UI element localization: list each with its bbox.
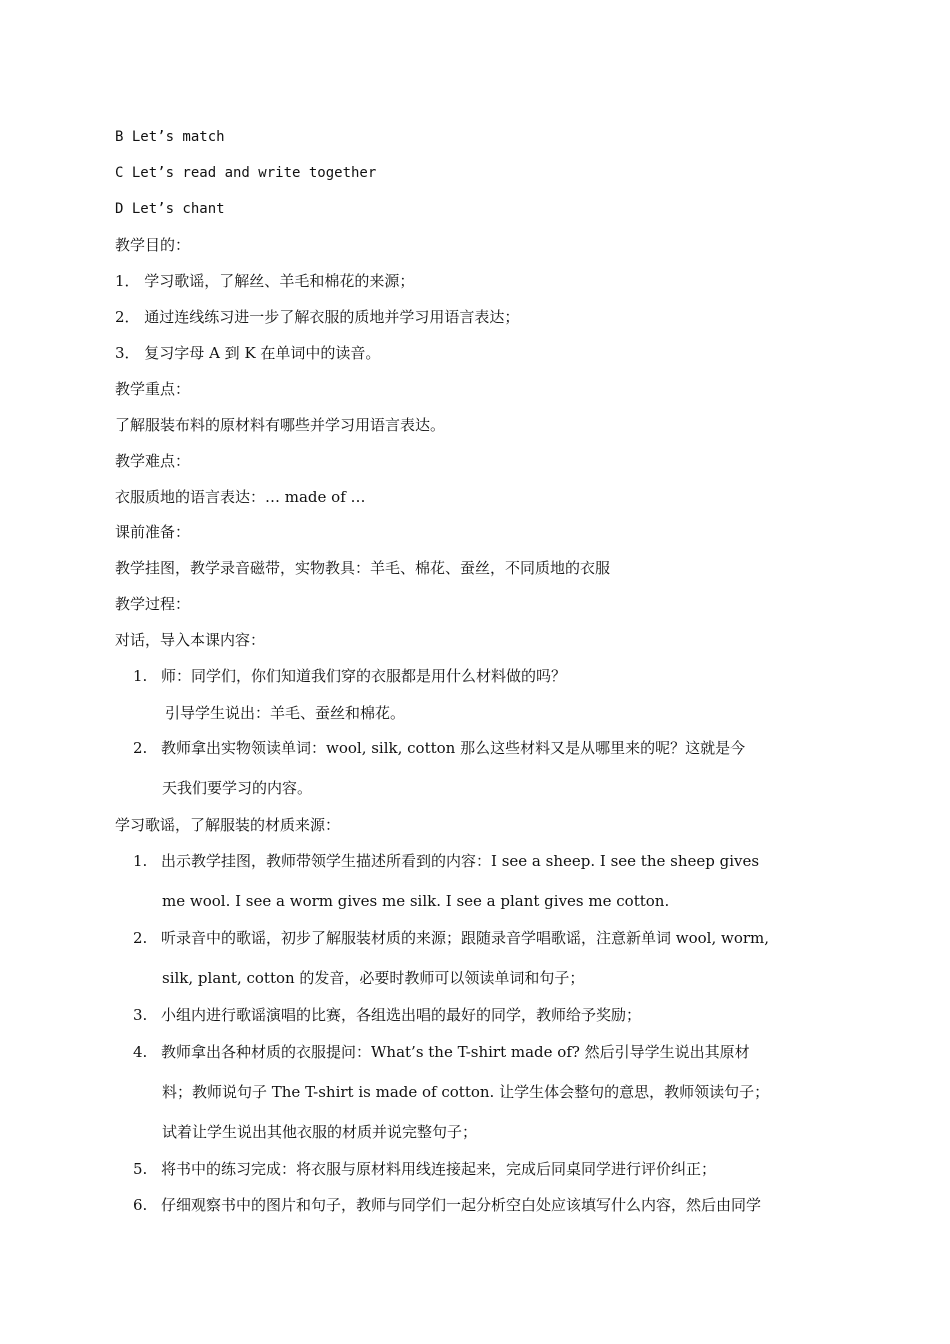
- item-number: 1.: [133, 852, 148, 870]
- item-continuation: 料；教师说句子 The T-shirt is made of cotton. 让学生体会整句的意思，教师领读句子；: [162, 1083, 770, 1101]
- list-item: [133, 1159, 716, 1179]
- item-continuation: silk, plant, cotton 的发音，必要时教师可以领读单词和句子；: [162, 969, 585, 987]
- item-text: 将书中的练习完成：将衣服与原材料用线连接起来，完成后同桌同学进行评价纠正；: [161, 1160, 717, 1178]
- item-number: 6.: [133, 1196, 148, 1214]
- item-continuation: 引导学生说出：羊毛、蚕丝和棉花。: [165, 704, 406, 722]
- section-b: B Let’s match: [115, 129, 225, 145]
- preparation-heading: 课前准备：: [115, 523, 191, 541]
- goal-item: 1． 学习歌谣，了解丝、羊毛和棉花的来源；: [115, 272, 415, 290]
- list-item: [133, 738, 745, 758]
- item-continuation: me wool. I see a worm gives me silk. I see a plant gives me cotton.: [162, 892, 670, 910]
- item-text: 师：同学们，你们知道我们穿的衣服都是用什么材料做的吗？: [161, 667, 567, 685]
- item-text: 教师拿出各种材质的衣服提问：What’s the T-shirt made of? 然后引导学生说出其原材: [161, 1043, 750, 1061]
- goals-heading: 教学目的：: [115, 236, 191, 254]
- item-text: 听录音中的歌谣，初步了解服装材质的来源；跟随录音学唱歌谣，注意新单词 wool, worm,: [161, 929, 770, 947]
- item-text: 小组内进行歌谣演唱的比赛，各组选出唱的最好的同学，教师给予奖励；: [161, 1006, 642, 1024]
- part1-title: 对话，导入本课内容：: [115, 631, 266, 649]
- item-number: 2.: [133, 929, 148, 947]
- list-item: [133, 851, 759, 871]
- item-number: 1.: [133, 667, 148, 685]
- preparation-text: 教学挂图，教学录音磁带，实物教具：羊毛、棉花、蚕丝，不同质地的衣服: [115, 559, 611, 577]
- list-item: [133, 666, 566, 686]
- difficulty-heading: 教学难点：: [115, 452, 191, 470]
- item-number: 2.: [133, 739, 148, 757]
- list-item: [133, 1042, 750, 1062]
- goal-item: 3． 复习字母 A 到 K 在单词中的读音。: [115, 344, 381, 362]
- section-c: C Let’s read and write together: [115, 165, 377, 181]
- key-point-text: 了解服装布料的原材料有哪些并学习用语言表达。: [115, 416, 446, 434]
- item-number: 4.: [133, 1043, 148, 1061]
- list-item: [133, 1005, 641, 1025]
- item-number: 3.: [133, 1006, 148, 1024]
- item-continuation: 试着让学生说出其他衣服的材质并说完整句子；: [162, 1123, 478, 1141]
- item-continuation: 天我们要学习的内容。: [162, 779, 313, 797]
- item-number: 5.: [133, 1160, 148, 1178]
- key-point-heading: 教学重点：: [115, 380, 191, 398]
- item-text: 仔细观察书中的图片和句子，教师与同学们一起分析空白处应该填写什么内容，然后由同学: [161, 1196, 762, 1214]
- section-d: D Let’s chant: [115, 201, 225, 217]
- difficulty-text: 衣服质地的语言表达：… made of …: [115, 488, 366, 506]
- list-item: [133, 1195, 761, 1215]
- list-item: [133, 928, 769, 948]
- item-text: 教师拿出实物领读单词：wool, silk, cotton 那么这些材料又是从哪里来的呢？这就是今: [161, 739, 746, 757]
- item-text: 出示教学挂图，教师带领学生描述所看到的内容：I see a sheep. I see the sheep gives: [161, 852, 760, 870]
- process-heading: 教学过程：: [115, 595, 191, 613]
- part2-title: 学习歌谣，了解服装的材质来源：: [115, 816, 341, 834]
- goal-item: 2． 通过连线练习进一步了解衣服的质地并学习用语言表达；: [115, 308, 520, 326]
